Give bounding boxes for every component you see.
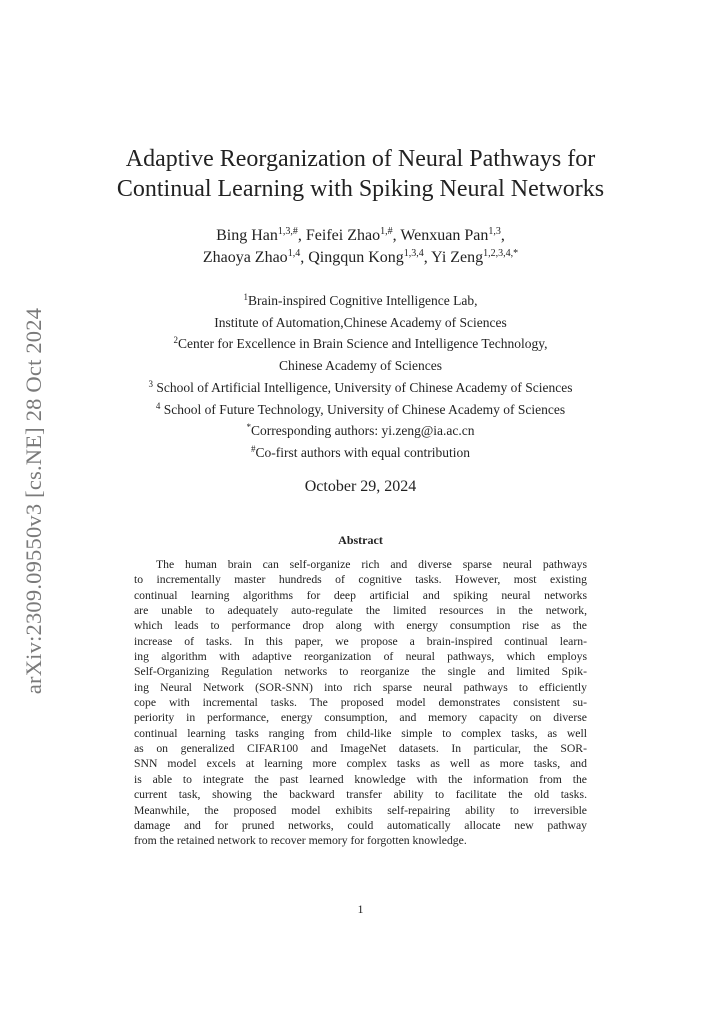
abstract-line: periority in performance, energy consumption, and memory capacity on diverse: [134, 711, 587, 725]
affiliation-line: [80, 355, 641, 377]
affiliation-text: Corresponding authors: yi.zeng@ia.ac.cn: [251, 423, 475, 439]
author-name: Bing Han: [216, 227, 278, 244]
co-first-authors-note: [80, 442, 641, 464]
author-name: Qingqun Kong: [308, 249, 404, 266]
affiliation-line: [80, 377, 641, 399]
affiliation-mark: 1: [243, 292, 249, 302]
author-affiliation-marks: 1,4: [287, 248, 301, 259]
corresponding-authors-note: [80, 420, 641, 442]
author-line-1: Bing Han$^{1,3,\#}$, Feifei Zhao$^{1,\#}$, Wenxuan Pan$^{1,3}$,: [216, 226, 505, 244]
abstract-line: SNN model excels at learning more complex tasks as well as more tasks, and: [134, 757, 587, 771]
affiliation-line: [80, 312, 641, 334]
author-affiliation-marks: 1,3,#: [277, 226, 298, 237]
abstract-line: current task, showing the backward transfer ability to facilitate the old tasks.: [134, 788, 587, 802]
affiliation-mark: 2: [173, 335, 179, 346]
affiliation-text: Co-first authors with equal contribution: [255, 444, 470, 460]
abstract-line: Self-Organizing Regulation networks to reorganize the single and limited Spik-: [134, 665, 587, 679]
affiliation-mark: 4: [155, 400, 161, 411]
abstract-line: cope with incremental tasks. The proposed model demonstrates consistent su-: [134, 696, 587, 710]
author-name: Wenxuan Pan: [400, 227, 489, 244]
abstract-line: The human brain can self-organize rich and diverse sparse neural pathways: [156, 558, 587, 571]
page-number: 1: [357, 902, 364, 916]
affiliation-text: Center for Excellence in Brain Science and Intelligence Technology,: [178, 336, 548, 352]
abstract-heading: Abstract: [338, 533, 383, 547]
affiliation-text: Chinese Academy of Sciences: [278, 358, 443, 374]
abstract-line: continual learning algorithms for deep artificial and spiking neural networks: [134, 588, 587, 602]
affiliation-list: [80, 290, 641, 464]
affiliation-text: School of Future Technology, University of Chinese Academy of Sciences: [160, 401, 566, 417]
author-affiliation-marks: 1,2,3,4,*: [483, 248, 519, 259]
author-affiliation-marks: 1,#: [380, 226, 393, 237]
affiliation-text: Institute of Automation,Chinese Academy of Sciences: [214, 314, 507, 330]
abstract-line: increase of tasks. In this paper, we propose a brain-inspired continual learn-: [134, 634, 587, 648]
affiliation-text: Brain-inspired Cognitive Intelligence Lab,: [248, 293, 478, 308]
publication-date: October 29, 2024: [304, 478, 417, 495]
author-name: Zhaoya Zhao: [202, 249, 288, 266]
arxiv-identifier-stamp: [16, 307, 52, 694]
author-name: Feifei Zhao: [305, 227, 381, 244]
author-list: [80, 225, 641, 269]
paper-title: [80, 144, 641, 204]
abstract-line: continual learning tasks ranging from child-like simple to complex tasks, as well: [134, 726, 587, 740]
affiliation-mark: #: [251, 443, 256, 454]
abstract-line: ing algorithm with adaptive reorganization of neural pathways, which employs: [134, 650, 587, 664]
paper-title-line-2: Continual Learning with Spiking Neural Networks: [116, 176, 605, 202]
abstract-line: damage and for pruned networks, could automatically allocate new pathway: [134, 818, 587, 832]
affiliation-mark: *: [246, 422, 251, 433]
affiliation-text: School of Artificial Intelligence, University of Chinese Academy of Sciences: [152, 379, 573, 395]
author-affiliation-marks: 1,3: [488, 226, 501, 237]
paper-title-line-1: Adaptive Reorganization of Neural Pathways for: [125, 146, 596, 172]
affiliation-line: [80, 333, 641, 355]
affiliation-line: [80, 399, 641, 421]
affiliation-line: [80, 290, 641, 312]
affiliation-mark: 3: [148, 378, 153, 389]
abstract-line: to incrementally master hundreds of cognitive tasks. However, most existing: [134, 573, 587, 587]
abstract-line: from the retained network to recover memory for forgotten knowledge.: [134, 834, 467, 848]
author-name: Yi Zeng: [431, 249, 484, 266]
author-affiliation-marks: 1,3,4: [403, 248, 424, 259]
abstract-line: is able to integrate the past learned knowledge with the information from the: [134, 772, 587, 786]
abstract-line: Meanwhile, the proposed model exhibits self-repairing ability to irreversible: [134, 803, 587, 817]
abstract-line: ing Neural Network (SOR-SNN) into rich sparse neural pathways to efficiently: [134, 680, 587, 694]
abstract-line: which leads to performance drop along with energy consumption rise as the: [134, 619, 587, 633]
author-line-2: Zhaoya Zhao$^{1,4}$, Qingqun Kong$^{1,3,4}$, Yi Zeng$^{1,2,3,4,*}$: [202, 248, 519, 266]
abstract-line: as on generalized CIFAR100 and ImageNet datasets. In particular, the SOR-: [134, 742, 587, 756]
abstract-body: [134, 557, 587, 849]
arxiv-identifier-text: arXiv:2309.09550v3 [cs.NE] 28 Oct 2024: [21, 307, 47, 694]
abstract-line: are unable to adequately auto-regulate the limited resources in the network,: [134, 604, 587, 618]
